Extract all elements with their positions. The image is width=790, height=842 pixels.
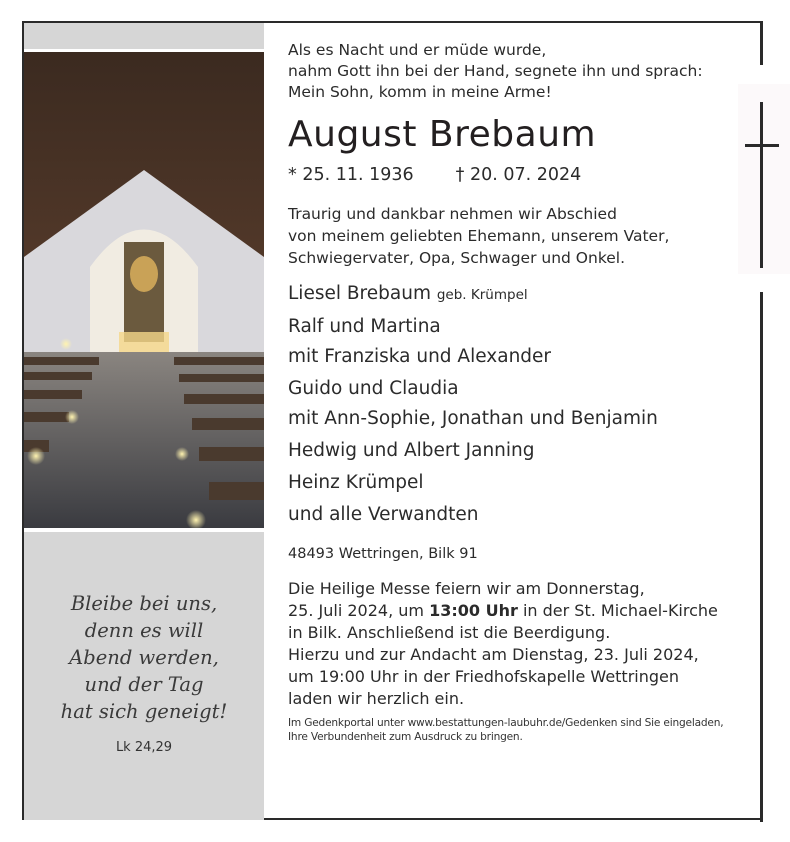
service-line: Hierzu und zur Andacht am Dienstag, 23. Juli 2024, [288, 645, 699, 664]
mourner-line: Guido und Claudia [288, 378, 459, 399]
bible-verse [24, 590, 264, 725]
intro-line: Schwiegervater, Opa, Schwager und Onkel. [288, 249, 626, 267]
gray-header-strip [24, 23, 264, 49]
cross-horizontal-bar [745, 144, 779, 147]
verse-panel [24, 532, 264, 820]
poem [288, 40, 748, 103]
service-line: in Bilk. Anschließend ist die Beerdigung. [288, 623, 611, 642]
church-interior-photo [24, 52, 264, 528]
cross-vertical-bar [760, 102, 763, 268]
mourner-group [288, 436, 748, 466]
mourner-group [288, 468, 748, 498]
poem-line: Mein Sohn, komm in meine Arme! [288, 83, 552, 101]
mourner-group [288, 374, 748, 434]
frame-right-border-bottom [760, 292, 763, 822]
verse-line: Bleibe bei uns, [70, 592, 218, 615]
service-line: laden wir herzlich ein. [288, 689, 465, 708]
portal-line: Im Gedenkportal unter www.bestattungen-laubuhr.de/Gedenken sind Sie eingeladen, [288, 717, 724, 729]
service-line [288, 600, 748, 622]
death-date: † 20. 07. 2024 [455, 165, 582, 185]
left-column [24, 23, 264, 820]
mourner-group [288, 312, 748, 372]
service-line: um 19:00 Uhr in der Friedhofskapelle Wettringen [288, 667, 680, 686]
service-location: in der St. Michael-Kirche [517, 601, 718, 620]
service-line: Die Heilige Messe feiern wir am Donnerstag, [288, 579, 645, 598]
family-address: 48493 Wettringen, Bilk 91 [288, 546, 478, 562]
frame-right-border-top [760, 21, 763, 65]
main-text-column [288, 40, 748, 744]
poem-line: nahm Gott ihn bei der Hand, segnete ihn und sprach: [288, 62, 703, 80]
memorial-portal-note [288, 716, 748, 744]
mourner-line: mit Ann-Sophie, Jonathan und Benjamin [288, 408, 658, 429]
mourner-line: Hedwig und Albert Janning [288, 440, 535, 461]
mourner-line: und alle Verwandten [288, 504, 479, 525]
spouse-name: Liesel Brebaum [288, 283, 431, 304]
birth-date: * 25. 11. 1936 [288, 165, 414, 185]
poem-line: Als es Nacht und er müde wurde, [288, 41, 547, 59]
intro-line: von meinem geliebten Ehemann, unserem Vater, [288, 227, 670, 245]
spouse-maiden-name: geb. Krümpel [436, 287, 528, 303]
verse-line: denn es will [84, 619, 204, 642]
mourner-line: Heinz Krümpel [288, 472, 424, 493]
verse-line: Abend werden, [69, 646, 219, 669]
service-date: 25. Juli 2024, um [288, 601, 430, 620]
verse-line: und der Tag [84, 673, 204, 696]
mourner-spouse [288, 279, 748, 310]
portal-line: Ihre Verbundenheit zum Ausdruck zu bringen. [288, 731, 523, 743]
mourner-line: mit Franziska und Alexander [288, 346, 552, 367]
mourner-line: Ralf und Martina [288, 316, 441, 337]
service-details [288, 578, 748, 710]
mourner-group [288, 500, 748, 530]
mourners-list [288, 279, 748, 530]
verse-line: hat sich geneigt! [60, 700, 228, 723]
deceased-name: August Brebaum [288, 114, 597, 155]
intro-line: Traurig und dankbar nehmen wir Abschied [288, 205, 617, 223]
service-time: 13:00 Uhr [429, 601, 518, 620]
verse-reference: Lk 24,29 [115, 740, 173, 755]
life-dates [288, 163, 748, 187]
farewell-intro [288, 203, 748, 269]
church-illustration [24, 52, 264, 528]
